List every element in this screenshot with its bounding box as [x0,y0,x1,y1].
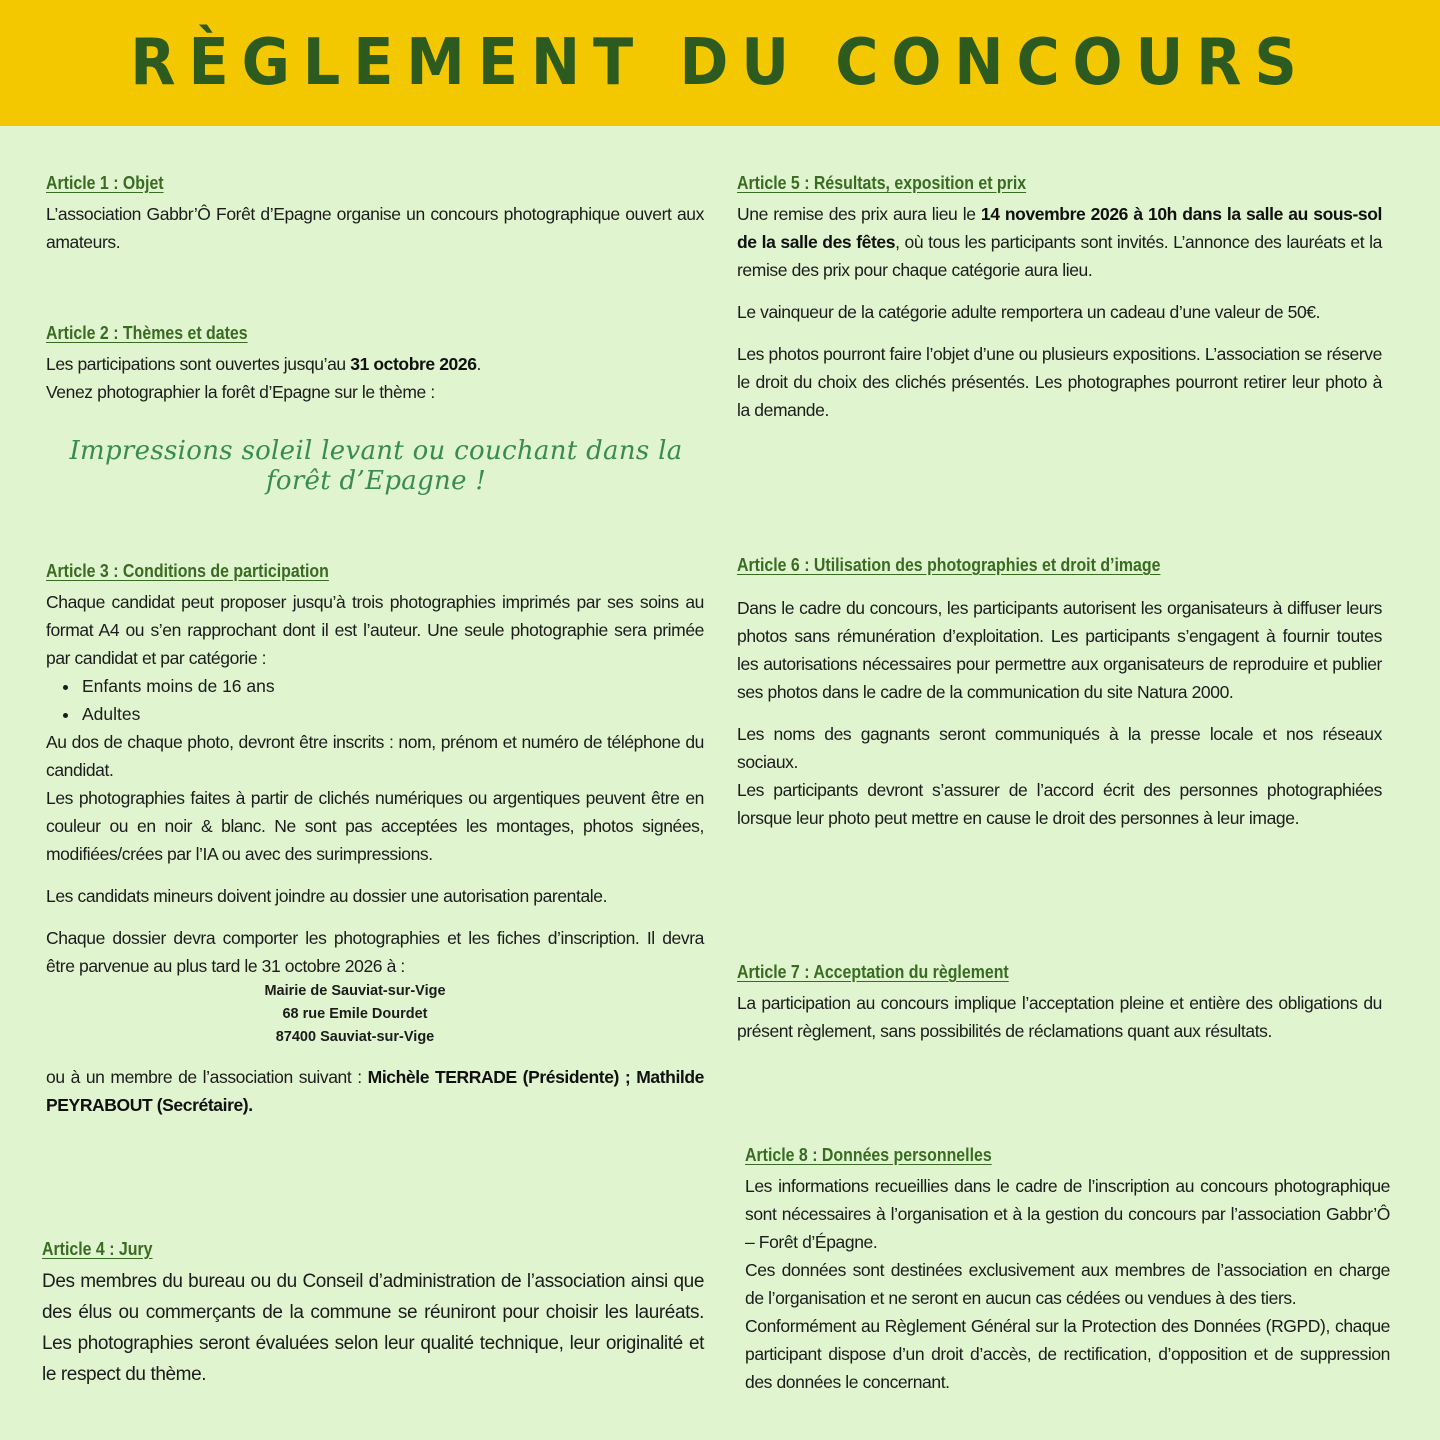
address-line: Mairie de Sauviat-sur-Vige [264,983,446,999]
article-6-title: Article 6 : Utilisation des photographies et droit d’image [737,554,1161,575]
contest-theme: Impressions soleil levant ou couchant dans la forêt d’Epagne ! [69,436,683,496]
article-3-members [46,1063,704,1119]
ceremony-details: 14 novembre 2026 à 10h dans la salle au sous-sol de la salle des fêtes [737,204,1382,252]
article-2-dates-end: . [476,354,481,374]
article-5-ceremony-text: Une remise des prix aura lieu le [737,204,981,224]
article-4 [42,1236,704,1390]
article-8-recipients: Ces données sont destinées exclusivement aux membres de l’association en charge de l’organisation et ne seront en aucun cas cédées ou vendues à des tiers. [745,1260,1390,1308]
address-line: 87400 Sauviat-sur-Vige [275,1029,435,1045]
article-1-title: Article 1 : Objet [46,172,164,193]
article-7-text: La participation au concours implique l’acceptation pleine et entière des obligations du présent règlement, sans possibilités de réclamations quant aux résultats. [737,993,1382,1041]
page-title: RÈGLEMENT DU CONCOURS [130,26,1310,100]
article-2-theme-intro: Venez photographier la forêt d’Epagne sur le thème : [46,382,435,402]
article-3-intro: Chaque candidat peut proposer jusqu’à trois photographies imprimés par ses soins au format A4 ou s’en rapprochant dont il est l’auteur. Une seule photographie sera primée par candidat et par catégorie : [46,592,704,668]
address-line: 68 rue Emile Dourdet [282,1006,428,1022]
article-1-text: L’association Gabbr’Ô Forêt d’Epagne organise un concours photographique ouvert aux amateurs. [46,204,704,252]
deadline-date: 31 octobre 2026 [350,354,477,374]
article-6-usage: Dans le cadre du concours, les participants autorisent les organisateurs à diffuser leurs photos sans rémunération d’exploitation. Les participants s’engagent à fournir toutes les autorisations nécessaires pour permettre aux organisateurs de reproduire et publier ses photos dans le cadre de la communication du site Natura 2000. [737,598,1382,702]
article-7 [737,959,1382,1045]
article-3-members-text: ou à un membre de l’association suivant : [46,1067,368,1087]
member-names: Michèle TERRADE (Présidente) ; Mathilde PEYRABOUT (Secrétaire). [46,1067,704,1115]
article-4-text: Des membres du bureau ou du Conseil d’administration de l’association ainsi que des élus ou commerçants de la commune se réuniront pour choisir les lauréats. Les photographies seront évaluées selon leur qualité technique, leur originalité et le respect du thème. [42,1271,704,1385]
article-4-title: Article 4 : Jury [42,1238,153,1259]
article-2 [46,320,704,406]
article-5-ceremony [737,200,1382,284]
article-3-minors: Les candidats mineurs doivent joindre au dossier une autorisation parentale. [46,886,608,906]
article-8 [745,1142,1390,1396]
article-8-rgpd: Conformément au Règlement Général sur la Protection des Données (RGPD), chaque participant dispose d’un droit d’accès, de rectification, d’opposition et de suppression des données le concernant. [745,1316,1390,1392]
article-6-winners: Les noms des gagnants seront communiqués à la presse locale et nos réseaux sociaux. [737,724,1382,772]
article-3 [46,558,704,1119]
list-item: • Enfants moins de 16 ans [80,672,704,700]
article-5-title: Article 5 : Résultats, exposition et prix [737,172,1027,193]
list-item: • Adultes [80,700,704,728]
article-2-title: Article 2 : Thèmes et dates [46,322,248,343]
article-3-back: Au dos de chaque photo, devront être inscrits : nom, prénom et numéro de téléphone du candidat. [46,732,704,780]
article-3-dossier: Chaque dossier devra comporter les photographies et les fiches d’inscription. Il devra être parvenue au plus tard le 31 octobre 2026 à : [46,928,704,976]
article-8-purpose: Les informations recueillies dans le cadre de l’inscription au concours photographique sont nécessaires à l’organisation et à la gestion du concours par l’association Gabbr’Ô – Forêt d’Épagne. [745,1176,1390,1252]
article-3-formats: Les photographies faites à partir de clichés numériques ou argentiques peuvent être en couleur ou en noir & blanc. Ne sont pas acceptées les montages, photos signées, modifiées/crées par l’IA ou avec des surimpressions. [46,788,704,864]
article-8-title: Article 8 : Données personnelles [745,1144,992,1165]
category-list [46,672,704,728]
mailing-address [6,980,704,1049]
header-banner [0,0,1440,126]
article-6-image-rights: Les participants devront s’assurer de l’accord écrit des personnes photographiées lorsque leur photo peut mettre en cause le droit des personnes à leur image. [737,780,1382,828]
article-3-title: Article 3 : Conditions de participation [46,560,329,581]
article-5-exhibitions: Les photos pourront faire l’objet d’une ou plusieurs expositions. L’association se réserve le droit du choix des clichés présentés. Les photographes pourront retirer leur photo à la demande. [737,344,1382,420]
article-7-title: Article 7 : Acceptation du règlement [737,961,1009,982]
article-2-dates-text: Les participations sont ouvertes jusqu’au [46,354,351,374]
article-1 [46,170,704,256]
article-5-ceremony-end: , où tous les participants sont invités. L’annonce des lauréats et la remise des prix pour chaque catégorie aura lieu. [737,232,1383,280]
article-2-dates [46,350,704,378]
article-6 [737,552,1382,832]
article-5 [737,170,1382,424]
article-5-prize: Le vainqueur de la catégorie adulte remportera un cadeau d’une valeur de 50€. [737,302,1321,322]
